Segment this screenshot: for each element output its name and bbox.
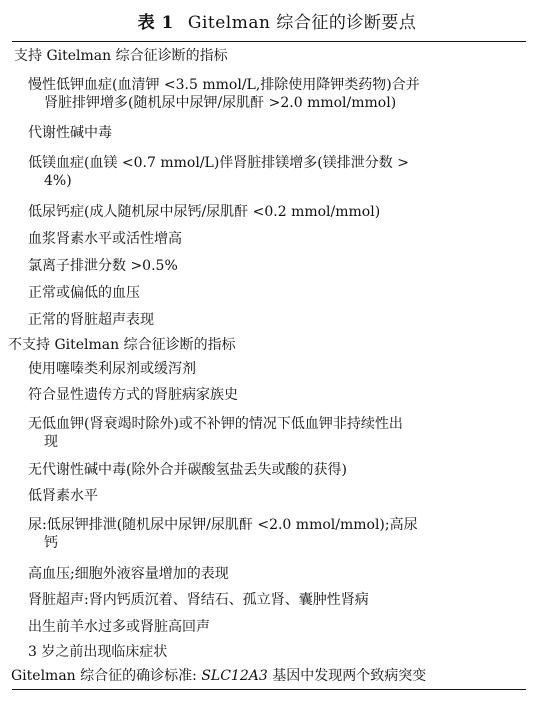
list-item-line-continuation: 钙 [44, 535, 58, 551]
diagnosis-suffix: 基因中发现两个致病突变 [267, 668, 427, 684]
list-item [28, 643, 523, 661]
list-item [28, 311, 523, 329]
list-item-line: 正常的肾脏超声表现 [28, 312, 154, 328]
list-item-line-continuation: 4%) [44, 173, 72, 189]
list-item [28, 516, 523, 552]
list-item [28, 565, 523, 583]
list-item-line: 血浆肾素水平或活性增高 [28, 231, 182, 247]
list-item-line-continuation: 现 [44, 434, 58, 450]
list-item-line: 正常或偏低的血压 [28, 285, 140, 301]
list-item-line: 低肾素水平 [28, 488, 98, 504]
section-heading-supporting: 支持 Gitelman 综合征诊断的指标 [14, 48, 228, 64]
list-item [28, 487, 523, 505]
list-item [28, 230, 523, 248]
list-item [28, 257, 523, 275]
list-item [28, 360, 523, 378]
list-item [28, 76, 523, 112]
list-item-line: 慢性低钾血症(血清钾 <3.5 mmol/L,排除使用降钾类药物)合并 [28, 77, 420, 93]
list-item [28, 124, 523, 142]
list-item-line: 氯离子排泄分数 >0.5% [28, 258, 178, 274]
table-title [0, 8, 554, 33]
list-item-line: 代谢性碱中毒 [28, 125, 112, 141]
list-item-line: 3 岁之前出现临床症状 [28, 644, 168, 660]
list-item-line: 出生前羊水过多或肾脏高回声 [28, 619, 210, 635]
list-item-line: 无低血钾(肾衰竭时除外)或不补钾的情况下低血钾非持续性出 [28, 416, 403, 432]
list-item-line: 高血压;细胞外液容量增加的表现 [28, 566, 229, 582]
list-item-line: 符合显性遗传方式的肾脏病家族史 [28, 387, 238, 403]
list-item-line: 使用噻嗪类利尿剂或缓泻剂 [28, 361, 196, 377]
diagnosis-gene: SLC12A3 [201, 668, 268, 684]
bottom-rule [12, 689, 526, 690]
list-item-line: 低尿钙症(成人随机尿中尿钙/尿肌酐 <0.2 mmol/mmol) [28, 204, 381, 220]
list-item [28, 154, 523, 190]
top-rule [12, 41, 526, 42]
list-item-line: 低镁血症(血镁 <0.7 mmol/L)伴肾脏排镁增多(镁排泄分数 > [28, 155, 409, 171]
list-item [28, 386, 523, 404]
list-item [28, 591, 523, 609]
diagnosis-prefix: Gitelman 综合征的确诊标准: [11, 668, 197, 684]
list-item [28, 461, 523, 479]
list-item [28, 415, 523, 451]
list-item-line-continuation: 肾脏排钾增多(随机尿中尿钾/尿肌酐 >2.0 mmol/mmol) [44, 95, 397, 111]
list-item [28, 203, 523, 221]
table-number: 表 1 [137, 13, 174, 33]
list-item [28, 618, 523, 636]
list-item-line: 肾脏超声:肾内钙质沉着、肾结石、孤立肾、囊肿性肾病 [28, 592, 369, 608]
list-item [28, 284, 523, 302]
diagnosis-criterion [11, 667, 426, 685]
list-item-line: 尿:低尿钾排泄(随机尿中尿钾/尿肌酐 <2.0 mmol/mmol);高尿 [28, 517, 418, 533]
list-item-line: 无代谢性碱中毒(除外合并碳酸氢盐丢失或酸的获得) [28, 462, 347, 478]
section-heading-not-supporting: 不支持 Gitelman 综合征诊断的指标 [8, 337, 236, 353]
table-title-text: Gitelman 综合征的诊断要点 [187, 13, 417, 33]
